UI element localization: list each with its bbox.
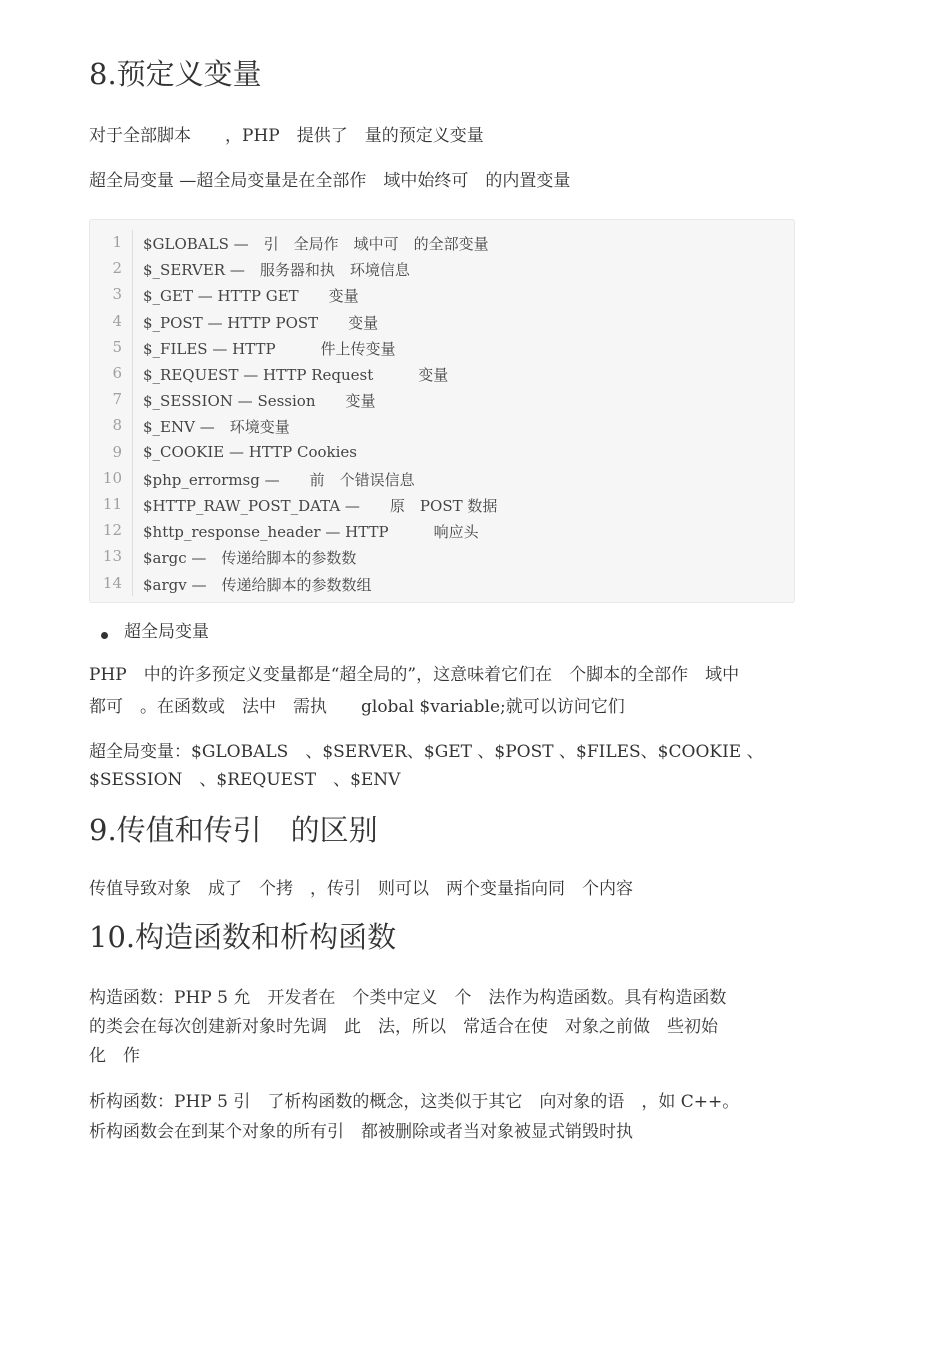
line-number: 12	[102, 521, 122, 540]
line-number: 9	[112, 442, 122, 461]
line-number: 14	[102, 573, 122, 592]
code-text: $_ENV — 环境变量	[143, 418, 290, 437]
code-line	[90, 335, 794, 361]
code-text: $_GET — HTTP GET 变量	[143, 287, 359, 306]
code-line	[90, 413, 794, 439]
code-text: $_COOKIE — HTTP Cookies	[143, 442, 357, 461]
code-line	[90, 387, 794, 413]
line-number: 6	[112, 364, 122, 382]
bullet-dot-icon	[101, 632, 108, 639]
constructor-line-3: 化 作	[89, 1046, 140, 1066]
section-10-heading: 10.构造函数和析构函数	[89, 920, 397, 954]
line-number: 7	[112, 390, 122, 409]
line-number: 2	[112, 259, 122, 278]
line-number: 8	[112, 416, 122, 435]
line-number: 1	[112, 233, 122, 251]
code-line	[90, 544, 794, 570]
code-line	[90, 361, 794, 387]
code-line	[90, 256, 794, 282]
code-line	[90, 230, 794, 256]
code-block	[89, 219, 795, 603]
code-line	[90, 309, 794, 335]
code-line	[90, 518, 794, 544]
code-text: $GLOBALS — 引 全局作 域中可 的全部变量	[143, 235, 489, 253]
code-line	[90, 571, 794, 597]
code-text: $argv — 传递给脚本的参数数组	[143, 575, 372, 594]
code-text: $_POST — HTTP POST 变量	[143, 313, 379, 332]
code-line	[90, 492, 794, 518]
code-text: $HTTP_RAW_POST_DATA — 原 POST 数据	[143, 497, 498, 515]
code-text: $_REQUEST — HTTP Request 变量	[143, 366, 449, 384]
line-number: 10	[102, 468, 122, 487]
code-text: $_SERVER — 服务器和执 环境信息	[143, 261, 410, 280]
code-text: $http_response_header — HTTP 响应头	[143, 523, 479, 542]
destructor-line-1: 析构函数：PHP 5 引 了析构函数的概念，这类似于其它 向对象的语 ，如 C++。	[89, 1092, 740, 1112]
code-text: $php_errormsg — 前 个错误信息	[143, 470, 415, 489]
code-line	[90, 282, 794, 308]
bullet-item-superglobals: 超全局变量	[124, 622, 209, 642]
superglobal-definition: 超全局变量 —超全局变量是在全部作 域中始终可 的内置变量	[89, 171, 571, 191]
superglobal-paragraph-line-2: 都可 。在函数或 法中 需执 global $variable;就可以访问它们	[89, 697, 625, 717]
code-line	[90, 466, 794, 492]
line-number: 11	[102, 495, 122, 513]
code-text: $_SESSION — Session 变量	[143, 392, 376, 411]
section-8-heading: 8.预定义变量	[89, 57, 262, 91]
constructor-line-2: 的类会在每次创建新对象时先调 此 法，所以 常适合在使 对象之前做 些初始	[89, 1017, 718, 1037]
line-number: 4	[112, 311, 122, 330]
line-number: 3	[112, 285, 122, 304]
section-9-body: 传值导致对象 成了 个拷 ，传引 则可以 两个变量指向同 个内容	[89, 879, 633, 899]
line-number: 13	[102, 547, 122, 566]
constructor-line-1: 构造函数：PHP 5 允 开发者在 个类中定义 个 法作为构造函数。具有构造函数	[89, 988, 727, 1008]
superglobal-list-line-1: 超全局变量：$GLOBALS 、$SERVER、$GET 、$POST 、$FILES、$COOKIE 、	[89, 742, 764, 762]
code-text: $_FILES — HTTP 件上传变量	[143, 339, 396, 358]
code-text: $argc — 传递给脚本的参数数	[143, 549, 357, 568]
destructor-line-2: 析构函数会在到某个对象的所有引 都被删除或者当对象被显式销毁时执	[89, 1122, 633, 1142]
line-number: 5	[112, 337, 122, 356]
code-line	[90, 440, 794, 466]
superglobal-list-line-2: $SESSION 、$REQUEST 、$ENV	[89, 770, 401, 790]
section-8-intro: 对于全部脚本 ，PHP 提供了 量的预定义变量	[89, 126, 484, 146]
section-9-heading: 9.传值和传引 的区别	[89, 813, 378, 847]
superglobal-paragraph-line-1: PHP 中的许多预定义变量都是“超全局的”，这意味着它们在 个脚本的全部作 域中	[89, 665, 740, 685]
